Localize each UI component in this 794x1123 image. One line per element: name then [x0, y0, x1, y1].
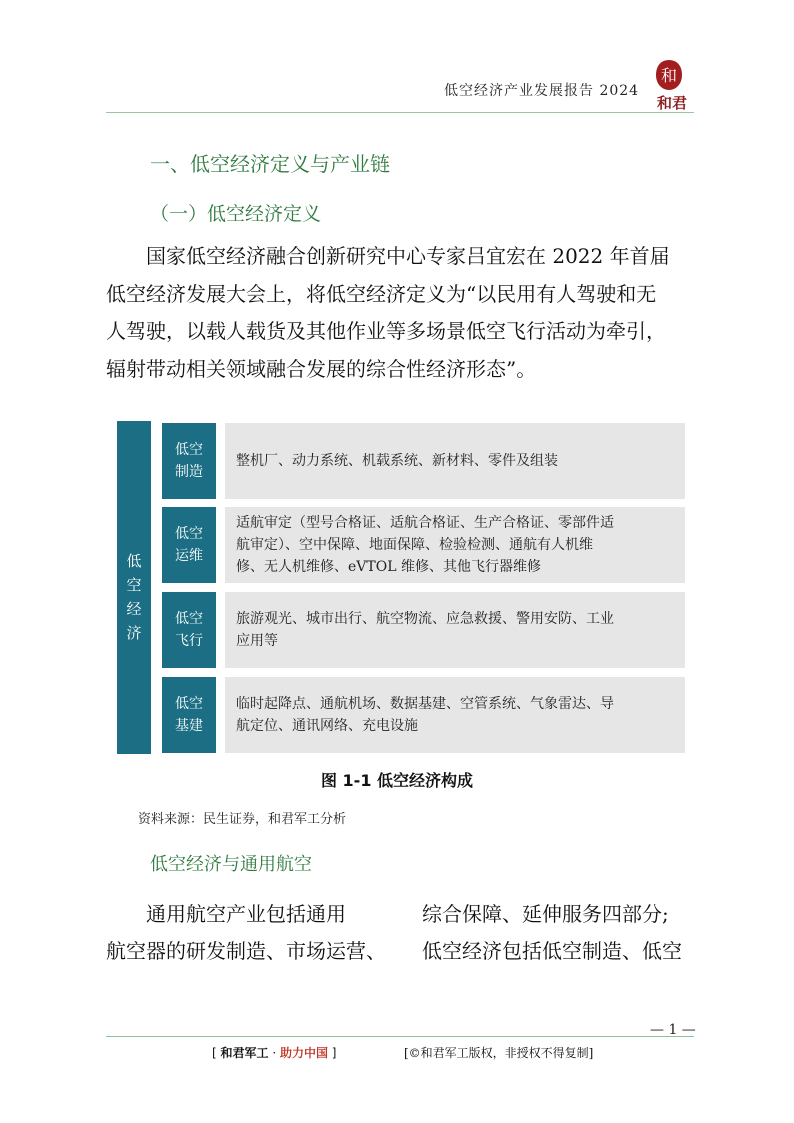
logo-text: 和君: [656, 94, 687, 112]
paragraph-line: 国家低空经济融合创新研究中心专家吕宜宏在 2022 年首届: [146, 244, 670, 268]
category-desc-text: 整机厂、动力系统、机载系统、新材料、零件及组装: [236, 453, 558, 469]
subsection-title: 低空经济与通用航空: [150, 854, 312, 875]
figure-source: 资料来源：民生证券，和君军工分析: [138, 812, 347, 827]
footer-divider: [106, 1036, 694, 1037]
body-line: 综合保障、延伸服务四部分;: [422, 902, 669, 926]
category-desc-manufacturing: [225, 423, 685, 499]
footer-brand: [ 和君军工 · 助力中国 ]: [212, 1046, 337, 1060]
low-altitude-economy-diagram: [117, 421, 685, 754]
category-desc-flight: [225, 592, 685, 668]
subsection-heading: （一）低空经济定义: [150, 203, 322, 225]
category-desc-operations: [225, 507, 685, 583]
category-desc-infrastructure: [225, 677, 685, 753]
category-label: 低空 运维: [175, 526, 203, 564]
category-label: 低空 基建: [175, 696, 203, 734]
category-desc-text: 临时起降点、通航机场、数据基建、空管系统、气象雷达、导 航定位、通讯网络、充电设施: [236, 696, 614, 734]
body-line: 航空器的研发制造、市场运营、: [106, 939, 386, 963]
body-text-left: [106, 896, 386, 970]
header-divider: [106, 112, 694, 113]
category-desc-text: 适航审定（型号合格证、适航合格证、生产合格证、零部件适 航审定）、空中保障、地面保障、检验检测、通航有人机维 修、无人机维修、eVTOL 维修、其他飞行器维修: [236, 515, 614, 575]
footer-copyright: [©和君军工版权，非授权不得复制]: [404, 1046, 594, 1060]
report-title: 低空经济产业发展报告 2024: [444, 83, 640, 99]
logo-seal-icon: [654, 58, 684, 92]
diagram-root-box: [117, 421, 151, 754]
category-box-manufacturing: [162, 423, 216, 499]
footer-slogan: 助力中国: [279, 1046, 328, 1060]
category-box-operations: [162, 507, 216, 583]
page-header: [0, 0, 794, 118]
category-box-infrastructure: [162, 677, 216, 753]
category-label: 低空 飞行: [175, 611, 203, 649]
paragraph-line: 人驾驶，以载人载货及其他作业等多场景低空飞行活动为牵引，: [106, 319, 666, 343]
body-line: 通用航空产业包括通用: [146, 902, 346, 926]
paragraph-line: 辐射带动相关领域融合发展的综合性经济形态”。: [106, 356, 537, 381]
category-box-flight: [162, 592, 216, 668]
body-line: 低空经济包括低空制造、低空: [422, 939, 682, 963]
footer-brand-name: 和君军工: [220, 1046, 269, 1060]
hejun-logo: [648, 58, 696, 114]
diagram-root-label: 低 空 经 济: [126, 552, 142, 642]
body-text-right: [422, 896, 682, 970]
figure-caption: 图 1-1 低空经济构成: [320, 771, 474, 790]
section-heading: 一、低空经济定义与产业链: [150, 152, 390, 176]
category-label: 低空 制造: [175, 442, 203, 480]
paragraph-line: 低空经济发展大会上，将低空经济定义为“以民用有人驾驶和无: [106, 281, 657, 306]
definition-paragraph: [106, 238, 696, 388]
page-number: — 1 —: [650, 1022, 696, 1038]
category-desc-text: 旅游观光、城市出行、航空物流、应急救援、警用安防、工业 应用等: [236, 611, 614, 649]
logo-seal-char: 和: [660, 66, 678, 85]
